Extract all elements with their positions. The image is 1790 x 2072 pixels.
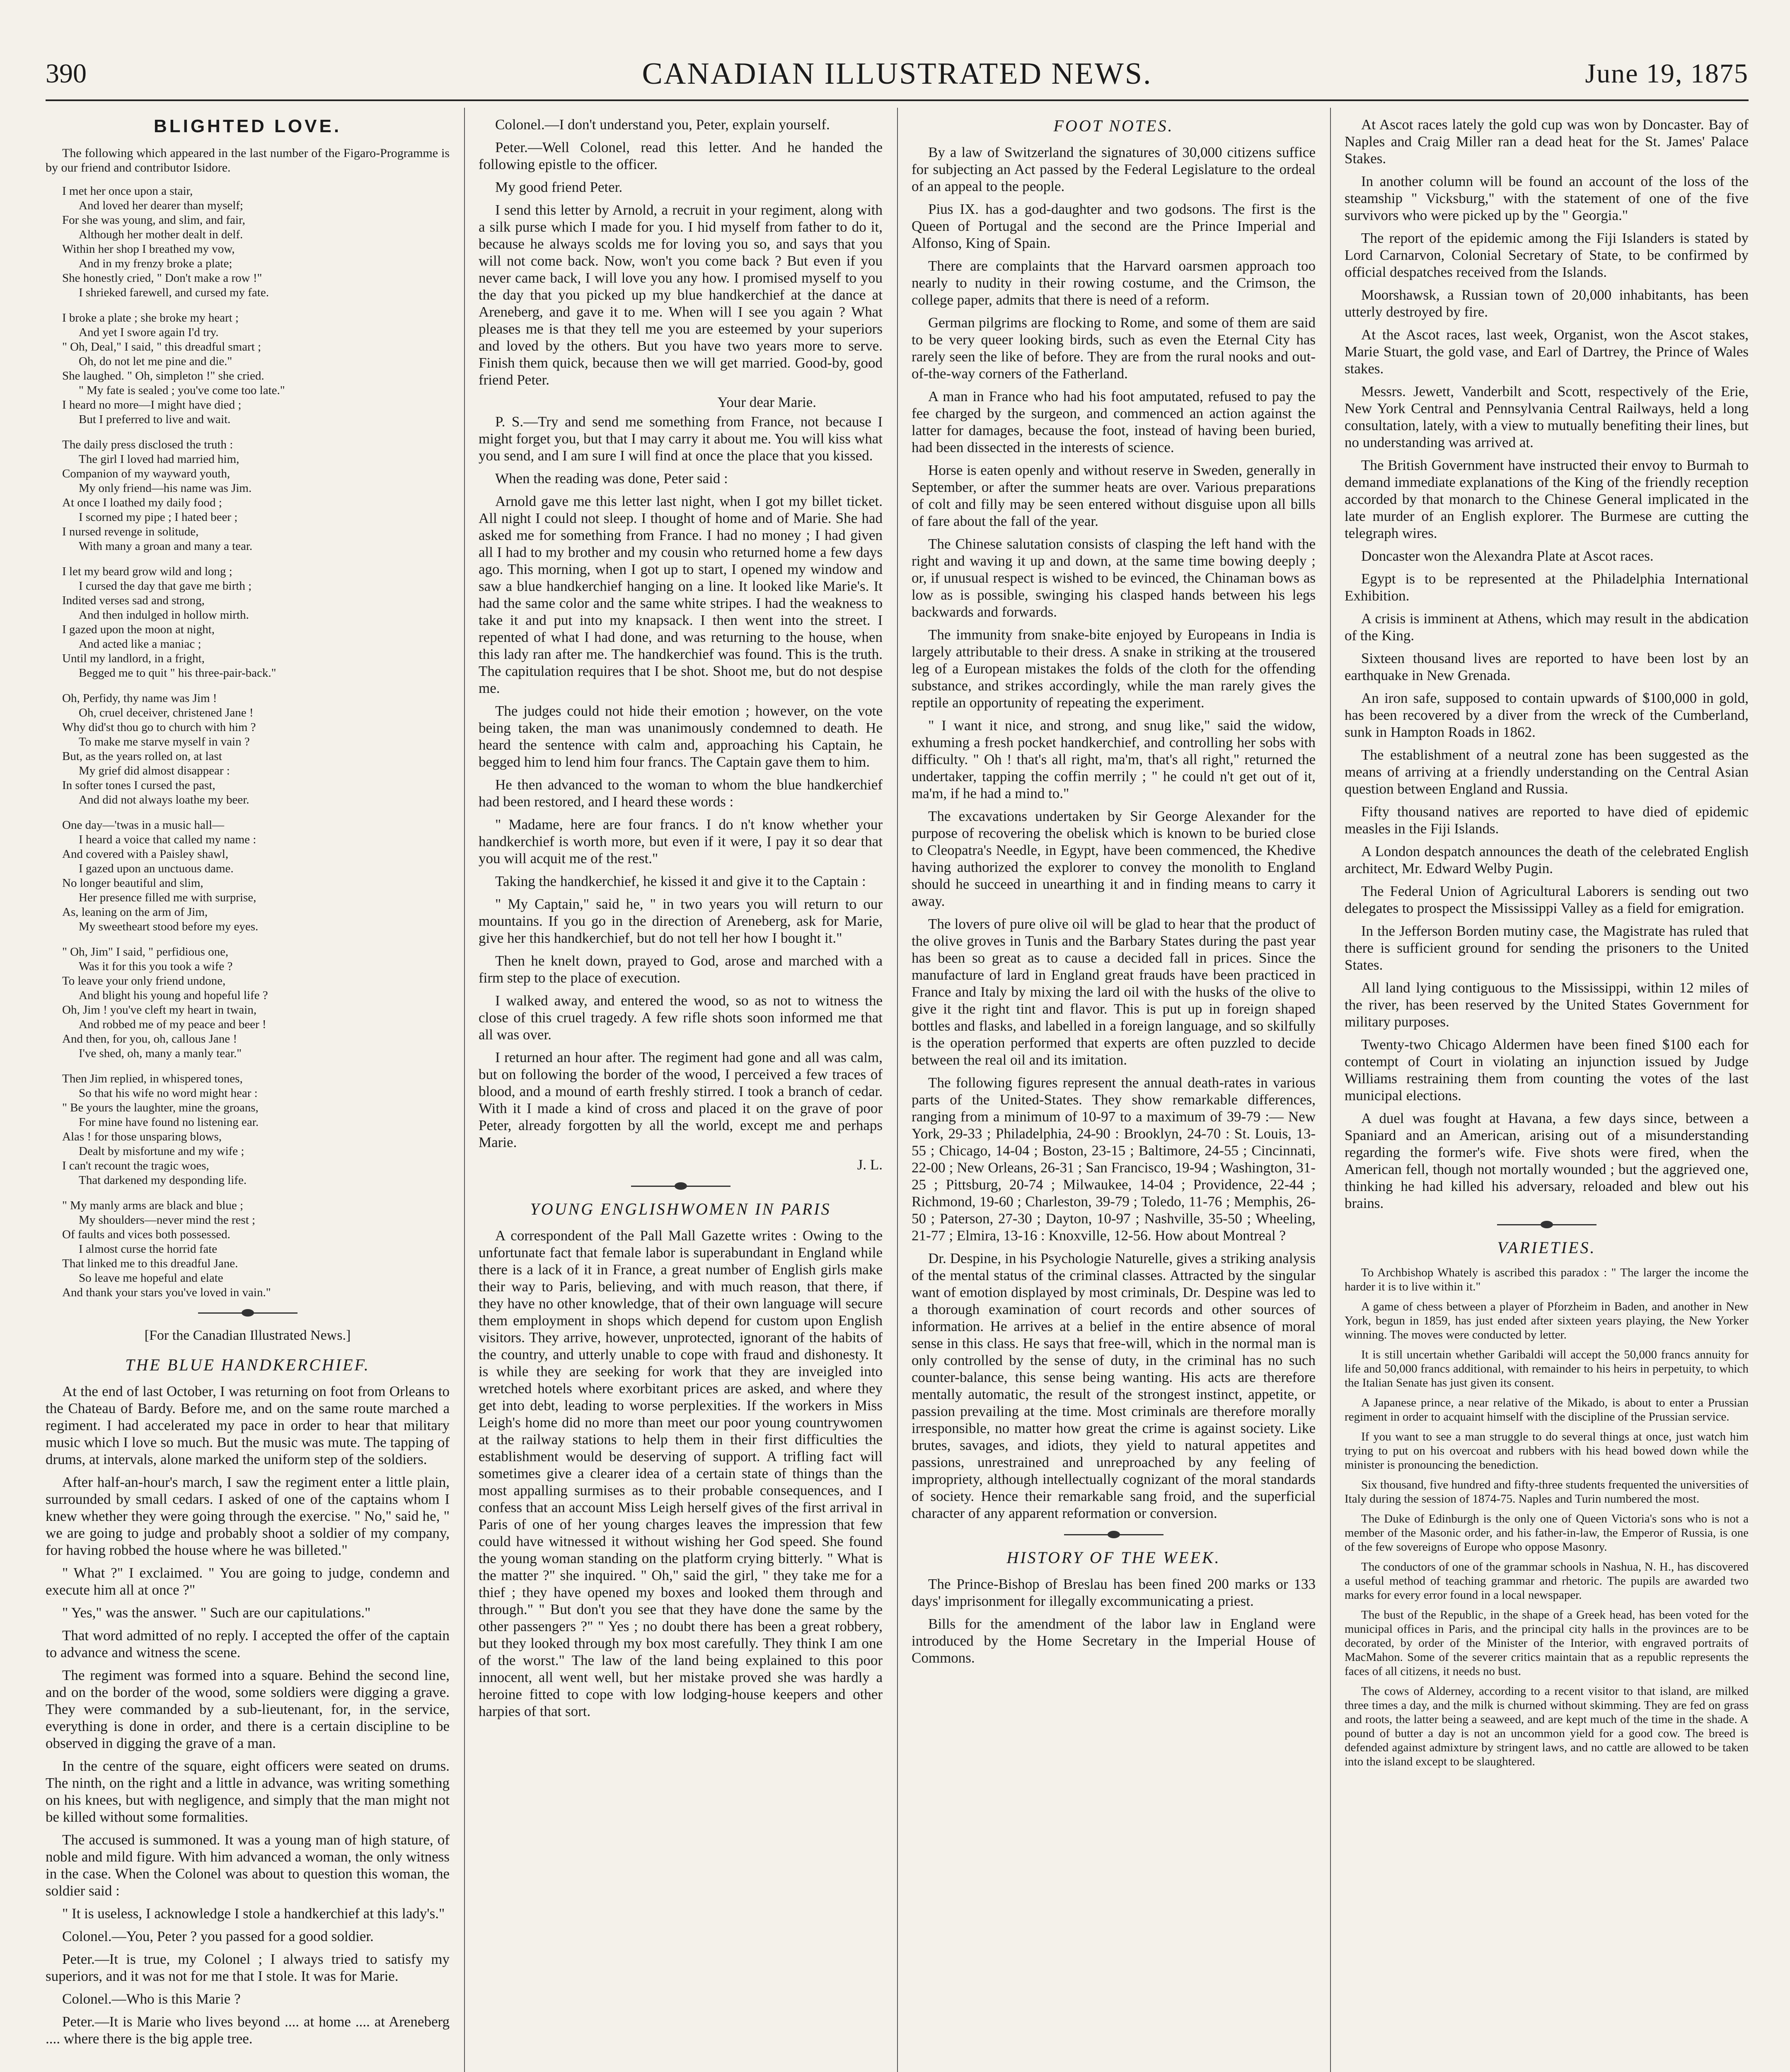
newspaper-page	[46, 50, 1749, 2072]
column-1	[46, 116, 450, 2072]
paragraph: In the centre of the square, eight officers were seated on drums. The ninth, on the right and a little in advance, was writing something on his knees, but with negligence, and simply that the man might not be killed without some formalities.	[46, 1758, 450, 1825]
paragraph: Peter.—Well Colonel, read this letter. And he handed the following epistle to the officer.	[479, 139, 883, 172]
poem-line: And acted like a maniac ;	[79, 637, 201, 651]
poem-line: And yet I swore again I'd try.	[79, 326, 219, 339]
column-3	[912, 116, 1316, 2072]
paragraph: The establishment of a neutral zone has been suggested as the means of arriving at a friendly understanding on the Central Asian question between England and Russia.	[1345, 747, 1749, 797]
poem-line: But, as the years rolled on, at last	[62, 750, 222, 763]
paragraph: The conductors of one of the grammar schools in Nashua, N. H., has discovered a useful method of teaching grammar and rhetoric. The pupils are awarded two marks for every error found in a local newspaper.	[1345, 1560, 1749, 1602]
paragraph: Horse is eaten openly and without reserve in Sweden, generally in September, or after the summer heats are over. Various preparations of colt and filly may be seen entered without disguise upon all bills of fare about the fall of the year.	[912, 462, 1316, 529]
poem-line: " My fate is sealed ; you've come too late."	[79, 384, 285, 397]
poem-line: And then, for you, oh, callous Jane !	[62, 1032, 237, 1046]
paragraph: Pius IX. has a god-daughter and two godsons. The first is the Queen of Portugal and the second are the Prince Imperial and Alfonso, King of Spain.	[912, 201, 1316, 251]
masthead	[46, 50, 1749, 101]
poem-line: The daily press disclosed the truth :	[62, 438, 233, 451]
poem-stanza	[62, 438, 450, 554]
paragraph: The following figures represent the annual death-rates in various parts of the United-States. They show remarkable differences, ranging from a minimum of 10-97 to a maximum of 39-79 :— New York, 29-33 ; Philadelphia, 24-90 : Brooklyn, 24-70 : St. Louis, 13-55 ; Chicago, 14-04 ; Boston, 23-15 ; Baltimore, 24-55 ; Cincinnati, 22-00 ; New Orleans, 26-31 ; San Francisco, 19-94 ; Washington, 31-25 ; Pittsburg, 20-74 ; Milwaukee, 14-04 ; Providence, 22-44 ; Richmond, 19-60 ; Charleston, 39-79 ; Toledo, 11-76 ; Memphis, 26-50 ; Paterson, 27-30 ; Dayton, 10-97 ; Nashville, 35-50 ; Wheeling, 21-77 ; Elmira, 13-16 : Knoxville, 12-56. How about Montreal ?	[912, 1075, 1316, 1244]
poem-line: In softer tones I cursed the past,	[62, 779, 215, 792]
poem-line: That linked me to this dreadful Jane.	[62, 1257, 238, 1270]
poem-line: I almost curse the horrid fate	[79, 1242, 218, 1256]
poem-line: For she was young, and slim, and fair,	[62, 213, 245, 227]
paragraph: An iron safe, supposed to contain upwards of $100,000 in gold, has been recovered by a diver from the wreck of the Cumberland, sunk in Hampton Roads in 1862.	[1345, 690, 1749, 740]
poem-line: And in my frenzy broke a plate;	[79, 257, 232, 270]
page-number: 390	[46, 58, 87, 89]
paragraph: The Federal Union of Agricultural Laborers is sending out two delegates to prospect the Mississippi Valley as a field for emigration.	[1345, 883, 1749, 916]
poem-line: With many a groan and many a tear.	[79, 540, 253, 553]
poem-intro: The following which appeared in the last number of the Figaro-Programme is by our friend and contributor Isidore.	[46, 146, 450, 174]
history-title: HISTORY OF THE WEEK.	[1006, 1548, 1221, 1567]
poem-stanza	[62, 1072, 450, 1188]
paragraph: The judges could not hide their emotion ; however, on the vote being taken, the man was unanimously condemned to death. He heard the sentence with calm and, approaching his Captain, he begged him to lend him four francs. The Captain gave them to him.	[479, 703, 883, 770]
column-rule	[464, 108, 465, 2072]
poem-line: Until my landlord, in a fright,	[62, 652, 205, 665]
story-title: THE BLUE HANDKERCHIEF.	[125, 1356, 370, 1374]
paragraph: I walked away, and entered the wood, so as not to witness the close of this cruel tragedy. A few rifle shots soon informed me that all was over.	[479, 992, 883, 1043]
poem-stanza	[62, 818, 450, 934]
poem-line: Alas ! for those unsparing blows,	[62, 1130, 222, 1143]
paragraph: In another column will be found an account of the loss of the steamship " Vicksburg," with the statement of one of the five survivors who were picked up by the " Georgia."	[1345, 173, 1749, 223]
poem-line: And robbed me of my peace and beer !	[79, 1018, 266, 1031]
poem-stanza	[62, 1198, 450, 1300]
letter-closing: Your dear Marie.	[717, 394, 816, 410]
poem-line: For mine have found no listening ear.	[79, 1116, 259, 1129]
paragraph: Colonel.—I don't understand you, Peter, explain yourself.	[495, 116, 830, 133]
paragraph: Doncaster won the Alexandra Plate at Ascot races.	[1361, 548, 1654, 564]
history-body-part1	[912, 1576, 1316, 1666]
poem-line: Oh, do not let me pine and die."	[79, 355, 232, 368]
paragraph: Sixteen thousand lives are reported to have been lost by an earthquake in New Grenada.	[1345, 650, 1749, 683]
paragraph: The excavations undertaken by Sir George Alexander for the purpose of recovering the obelisk which is known to be buried close to Cleopatra's Needle, in Egypt, have been commenced, the Khedive having authorized the explorer to convey the monolith to England should he succeed in unearthing it and in finding means to carry it away.	[912, 808, 1316, 909]
paragraph: German pilgrims are flocking to Rome, and some of them are said to be very queer looking birds, such as even the Eternal City has rarely seen the like of before. They are from the rural nooks and out-of-the-way corners of the Fatherland.	[912, 315, 1316, 382]
section-separator	[1497, 1224, 1596, 1225]
poem-line: She honestly cried, " Don't make a row !"	[62, 271, 262, 285]
paragraph: A man in France who had his foot amputated, refused to pay the fee charged by the surgeon, and commenced an action against the latter for damages, because the foot, instead of having been buried, had been dissected in the interests of science.	[912, 388, 1316, 455]
paragraph: After half-an-hour's march, I saw the regiment enter a little plain, surrounded by small cedars. I asked of one of the captains whom I knew whether they were going through the exercise. " No," said he, " we are going to judge and probably shoot a soldier of my company, for having robbed the house where he was billeted."	[46, 1474, 450, 1558]
paragraph: Colonel.—You, Peter ? you passed for a good soldier.	[62, 1928, 374, 1944]
poem-line: My shoulders—never mind the rest ;	[79, 1213, 256, 1227]
poem-stanza	[62, 691, 450, 807]
story-body-part3	[479, 413, 883, 1151]
paragraph: Peter.—It is true, my Colonel ; I always tried to satisfy my superiors, and it was not for me that I stole. It was for Marie.	[46, 1951, 450, 1984]
paragraph: Peter.—It is Marie who lives beyond .... at home .... at Areneberg .... where there is the big apple tree.	[46, 2014, 450, 2047]
poem-stanza	[62, 184, 450, 300]
poem-title: BLIGHTED LOVE.	[153, 116, 342, 136]
paragraph: I send this letter by Arnold, a recruit in your regiment, along with a silk purse which I made for you. I hid myself from father to do it, because he always scolds me for loving you so, and says that you will not come back. Now, won't you come back ? But even if you never came back, I will love you any how. I promised myself to you the day that you picked up my blue handkerchief at the dance at Areneberg, and gave it to me. When will I see you again ? What pleases me is that they tell me you are esteemed by your superiors and loved by the others. But you have two years more to serve. Finish them quick, because then we will get married. Good-by, good friend Peter.	[479, 202, 883, 388]
poem-line: Was it for this you took a wife ?	[79, 960, 233, 973]
poem-line: Indited verses sad and strong,	[62, 594, 205, 607]
poem-line: And loved her dearer than myself;	[79, 199, 243, 212]
paragraph: Twenty-two Chicago Aldermen have been fined $100 each for contempt of Court in violating an injunction issued by Judge Williams restraining them from counting the votes of the last municipal elections.	[1345, 1036, 1749, 1104]
poem-stanza	[62, 945, 450, 1061]
paragraph: Messrs. Jewett, Vanderbilt and Scott, respectively of the Erie, New York Central and Pennsylvania Central Railways, held a long consultation, lately, with a view to mutually benefiting their lines, but no understanding was arrived at.	[1345, 383, 1749, 450]
poem-line: Why did'st thou go to church with him ?	[62, 721, 256, 734]
poem-line: And then indulged in hollow mirth.	[79, 608, 249, 622]
poem-stanza	[62, 564, 450, 680]
paragraph: At the Ascot races, last week, Organist, won the Ascot stakes, Marie Stuart, the gold vase, and Earl of Dartrey, the Prince of Wales stakes.	[1345, 327, 1749, 377]
history-body-part2	[1345, 116, 1749, 1212]
paragraph: He then advanced to the woman to whom the blue handkerchief had been restored, and I heard these words :	[479, 777, 883, 810]
women-title: YOUNG ENGLISHWOMEN IN PARIS	[530, 1200, 831, 1218]
story-credit: [For the Canadian Illustrated News.]	[144, 1328, 351, 1343]
paragraph: My good friend Peter.	[495, 179, 623, 195]
poem-line: I can't recount the tragic woes,	[62, 1159, 209, 1172]
paragraph: It is still uncertain whether Garibaldi will accept the 50,000 francs annuity for life and 50,000 francs additional, with remainder to his heirs in perpetuity, to which the Italian Senate has just given its consent.	[1345, 1348, 1749, 1389]
paragraph: A Japanese prince, a near relative of the Mikado, is about to enter a Prussian regiment in order to acquaint himself with the discipline of the Prussian service.	[1345, 1396, 1749, 1423]
poem-line: Within her shop I breathed my vow,	[62, 242, 235, 256]
poem-line: " Oh, Jim" I said, " perfidious one,	[62, 945, 229, 959]
section-separator	[198, 1312, 298, 1314]
poem-line: I shrieked farewell, and cursed my fate.	[79, 286, 269, 299]
paragraph: The lovers of pure olive oil will be glad to hear that the product of the olive groves in Tunis and the Barbary States during the past year has been so great as to cause a decided fall in prices. Since the manufacture of lard in England great frauds have been practiced in France and Italy by mixing the lard oil with the husks of the olive to give it the right tint and flavor. This is put up in foreign shaped bottles and flasks, and labelled in a foreign language, and so skilfully is the operation performed that experts are often puzzled to decide between the real oil and its imitation.	[912, 916, 1316, 1068]
poem-line: I heard a voice that called my name :	[79, 833, 256, 846]
paragraph: Arnold gave me this letter last night, when I got my billet ticket. All night I could not sleep. I thought of home and of Marie. She had asked me for something from France. I had no money ; I had given all I had to my brother and my cousin who returned home a few days ago. This morning, when I got up to start, I opened my window and saw a blue handkerchief hanging on a line. It looked like Marie's. It had the same color and the same white stripes. I had the weakness to take it and put into my knapsack. I then went into the street. I repented of what I had done, and was returning to the house, when this lady ran after me. The handkerchief was found. This is the truth. The capitulation requires that I be shot. Shoot me, but do not despise me.	[479, 493, 883, 696]
paragraph: The bust of the Republic, in the shape of a Greek head, has been voted for the municipal offices in Paris, and the principal city halls in the provinces are to be decorated, by order of the Minister of the Interior, with engraved portraits of MacMahon. Some of the severer critics maintain that as a republic represents the faces of all citizens, it needs no bust.	[1345, 1608, 1749, 1678]
paragraph: A game of chess between a player of Pforzheim in Baden, and another in New York, begun in 1859, has just ended after sixteen years playing, the New Yorker winning. The moves were conducted by letter.	[1345, 1300, 1749, 1341]
paragraph: The cows of Alderney, according to a recent visitor to that island, are milked three times a day, and the milk is churned without skimming. They are fed on grass and roots, the latter being a seaweed, and are kept much of the time in the shade. A pound of butter a day is not an uncommon yield for a good cow. The breed is defended against admixture by stringent laws, and no cattle are allowed to be taken into the island except to be slaughtered.	[1345, 1685, 1749, 1768]
poem-line: That darkened my desponding life.	[79, 1174, 247, 1187]
story-body-part2	[479, 116, 883, 388]
poem-stanza	[62, 311, 450, 427]
poem-line: Oh, Perfidy, thy name was Jim !	[62, 692, 217, 705]
poem-line: I gazed upon the moon at night,	[62, 623, 215, 636]
poem-line: I scorned my pipe ; I hated beer ;	[79, 511, 238, 524]
paragraph: " Madame, here are four francs. I do n't know whether your handkerchief is worth more, but even if it were, I pay it so dear that you will acquit me of the rest."	[479, 816, 883, 867]
poem-line: But I preferred to live and wait.	[79, 413, 231, 426]
poem-line: I cursed the day that gave me birth ;	[79, 579, 252, 593]
paragraph: Moorshawsk, a Russian town of 20,000 inhabitants, has been utterly destroyed by fire.	[1345, 287, 1749, 320]
poem-line: Oh, Jim ! you've cleft my heart in twain,	[62, 1003, 257, 1017]
paragraph: " I want it nice, and strong, and snug like," said the widow, exhuming a fresh pocket handkerchief, and controlling her sobs with difficulty. " Oh ! that's all right, ma'm, that's all right," returned the undertaker, tapping the coffin merrily ; " he could n't get out of it, ma'm, if he had a mind to."	[912, 717, 1316, 801]
paragraph: To Archbishop Whately is ascribed this paradox : " The larger the income the harder it is to live within it."	[1345, 1266, 1749, 1293]
paragraph: The immunity from snake-bite enjoyed by Europeans in India is largely attributable to their dress. A snake in striking at the trousered leg of a European mistakes the folds of the cloth for the offending substance, and strikes accordingly, while the man rarely gives the reptile an opportunity of repeating the experiment.	[912, 627, 1316, 711]
poem-line: So that his wife no word might hear :	[79, 1087, 258, 1100]
poem-line: And blight his young and hopeful life ?	[79, 989, 268, 1002]
paragraph: Dr. Despine, in his Psychologie Naturelle, gives a striking analysis of the mental status of the criminal classes. Attracted by the singular want of emotion displayed by most criminals, Dr. Despine was led to a thorough examination of court records and other sources of information. He arrives at a belief in the entire absence of moral sense in this class. He says that free-will, which in the normal man is only controlled by the sense of duty, in the criminal has no such counter-balance, this sense being wanting. His acts are therefore mentally automatic, the result of the strongest instinct, appetite, or passion prevailing at the time. Most criminals are therefore morally irresponsible, no matter how great the crime is against society. Like brutes, savages, and idiots, they yield to natural appetites and passions, unrestrained and unreproached by any feeling of impropriety, although intellectually cognizant of the moral standards of society. Hence their remarkable sang froid, and the superficial character of any apparent reformation or conversion.	[912, 1250, 1316, 1521]
paragraph: I returned an hour after. The regiment had gone and all was calm, but on following the border of the wood, I perceived a few traces of blood, and a mound of earth freshly stirred. I took a branch of cedar. With it I made a kind of cross and placed it on the grave of poor Peter, already forgotten by all the world, except me and perhaps Marie.	[479, 1049, 883, 1150]
paragraph: A crisis is imminent at Athens, which may result in the abdication of the King.	[1345, 610, 1749, 644]
paragraph: The Prince-Bishop of Breslau has been fined 200 marks or 133 days' imprisonment for illegally excommunicating a priest.	[912, 1576, 1316, 1609]
poem-line: My only friend—his name was Jim.	[79, 482, 252, 495]
paragraph: In the Jefferson Borden mutiny case, the Magistrate has ruled that there is sufficient ground for sending the prisoners to the United States.	[1345, 923, 1749, 973]
story-signature: J. L.	[857, 1157, 883, 1173]
poem-line: My sweetheart stood before my eyes.	[79, 920, 259, 933]
paragraph: " My Captain," said he, " in two years you will return to our mountains. If you go in the direction of Areneberg, ask for Marie, give her this handkerchief, but do not tell her how I bought it."	[479, 896, 883, 946]
poem-line: Then Jim replied, in whispered tones,	[62, 1072, 243, 1085]
paragraph: That word admitted of no reply. I accepted the offer of the captain to advance and witness the scene.	[46, 1627, 450, 1661]
paragraph: At the end of last October, I was returning on foot from Orleans to the Chateau of Bardy. Before me, and on the same route marched a regiment. I had accelerated my pace in order to hear that military music which I love so much. But the music was mute. The tapping of drums, at intervals, alone marked the uniform step of the soldiers.	[46, 1383, 450, 1467]
poem-line: Of faults and vices both possessed.	[62, 1228, 230, 1241]
paragraph: When the reading was done, Peter said :	[495, 470, 728, 487]
poem-line: I met her once upon a stair,	[62, 184, 193, 198]
poem-line: At once I loathed my daily food ;	[62, 496, 222, 509]
poem-line: As, leaning on the arm of Jim,	[62, 905, 208, 919]
paragraph: Six thousand, five hundred and fifty-three students frequented the universities of Italy during the session of 1874-75. Naples and Turin numbered the most.	[1345, 1478, 1749, 1506]
newspaper-title: CANADIAN ILLUSTRATED NEWS.	[642, 57, 1152, 91]
poem-line: My grief did almost disappear :	[79, 764, 230, 777]
poem-body	[46, 184, 450, 1300]
poem-line: The girl I loved had married him,	[79, 453, 239, 466]
poem-line: She laughed. " Oh, simpleton !" she cried.	[62, 369, 264, 382]
poem-line: To make me starve myself in vain ?	[79, 735, 250, 748]
poem-line: " My manly arms are black and blue ;	[62, 1199, 244, 1212]
poem-line: I heard no more—I might have died ;	[62, 398, 242, 411]
paragraph: Taking the handkerchief, he kissed it and give it to the Captain :	[495, 873, 866, 889]
poem-line: I broke a plate ; she broke my heart ;	[62, 311, 239, 324]
foot-notes-body	[912, 144, 1316, 1522]
foot-notes-title: FOOT NOTES.	[1053, 116, 1174, 135]
paragraph: Then he knelt down, prayed to God, arose and marched with a firm step to the place of execution.	[479, 953, 883, 986]
paragraph: Colonel.—Who is this Marie ?	[62, 1991, 241, 2007]
poem-line: No longer beautiful and slim,	[62, 876, 203, 890]
poem-line: I've shed, oh, many a manly tear."	[79, 1047, 242, 1060]
paragraph: The Duke of Edinburgh is the only one of Queen Victoria's sons who is not a member of the Masonic order, and his father-in-law, the Emperor of Russia, is one of the few sovereigns of Europe who oppose Masonry.	[1345, 1512, 1749, 1554]
poem-line: Begged me to quit " his three-pair-back."	[79, 666, 276, 680]
poem-line: Dealt by misfortune and my wife ;	[79, 1145, 244, 1158]
women-article	[479, 1227, 883, 1720]
poem-line: " Oh, Deal," I said, " this dreadful smart ;	[62, 340, 261, 353]
poem-line: To leave your only friend undone,	[62, 974, 226, 988]
paragraph: A correspondent of the Pall Mall Gazette writes : Owing to the unfortunate fact that female labor is superabundant in England while there is a lack of it in France, a great number of English girls make their way to Paris, believing, and with much reason, that there, if they have no other knowledge, that of their own language will secure them employment in shops which depend for custom upon English visitors. They arrive, however, unprotected, ignorant of the habits of the country, and utterly unable to cope with fraud and dishonesty. It is while they are seeking for work that they are inveigled into wretched hotels where exorbitant prices are asked, and where they get into debt, leading to worse perplexities. If the workers in Miss Leigh's home did no more than meet our poor young countrywomen at the railway stations to help them in their first difficulties the establishment would be deserving of support. A trifling fact will sometimes give a clearer idea of a certain state of things than the most appalling surmises as to their probable consequences, and I confess that an account Miss Leigh herself gives of the first arrival in Paris of one of her young charges leaves the impression that few could have witnessed it without wishing her God speed. She found the young woman standing on the platform crying bitterly. " What is the matter ?" she inquired. " Oh," said the girl, " they take me for a thief ; they have opened my boxes and looked them through and through." " But don't you see that they have done the same by the other passengers ?" " Yes ; no doubt there has been a great robbery, but they looked through my box most carefully. They think I am one of the worst." The law of the land being explained to this poor innocent, all went well, but her mistake proved she was hardly a heroine fitted to cope with low lodging-house keepers and other harpies of that sort.	[479, 1227, 883, 1719]
varieties-title: VARIETIES.	[1497, 1238, 1596, 1257]
poem-line: One day—'twas in a music hall—	[62, 818, 225, 832]
varieties-body	[1345, 1266, 1749, 1769]
paragraph: " It is useless, I acknowledge I stole a handkerchief at this lady's."	[62, 1905, 445, 1922]
column-4	[1345, 116, 1749, 2072]
paragraph: Egypt is to be represented at the Philadelphia International Exhibition.	[1345, 571, 1749, 604]
poem-line: I nursed revenge in solitude,	[62, 525, 199, 538]
poem-line: I gazed upon an unctuous dame.	[79, 862, 234, 875]
issue-date: June 19, 1875	[1585, 58, 1749, 89]
poem-line: I let my beard grow wild and long ;	[62, 565, 232, 578]
poem-line: Oh, cruel deceiver, christened Jane !	[79, 706, 254, 719]
poem-line: Her presence filled me with surprise,	[79, 891, 256, 904]
paragraph: " What ?" I exclaimed. " You are going to judge, condemn and execute him all at once ?"	[46, 1565, 450, 1598]
poem-line: " Be yours the laughter, mine the groans,	[62, 1101, 259, 1114]
paragraph: A London despatch announces the death of the celebrated English architect, Mr. Edward Welby Pugin.	[1345, 843, 1749, 876]
paragraph: A duel was fought at Havana, a few days since, between a Spaniard and an American, arising out of a misunderstanding regarding the former's wife. Five shots were fired, when the American fell, though not mortally wounded ; but the aggrieved one, thinking he had killed his adversary, reloaded and blew out his brains.	[1345, 1110, 1749, 1211]
column-rule	[897, 108, 898, 2072]
paragraph: There are complaints that the Harvard oarsmen approach too nearly to nudity in their rowing costume, and the Crimson, the college paper, admits that there is need of a reform.	[912, 258, 1316, 308]
paragraph: If you want to see a man struggle to do several things at once, just watch him trying to put on his overcoat and rubbers with his head bowed down while the minister is pronouncing the benediction.	[1345, 1430, 1749, 1472]
poem-line: And did not always loathe my beer.	[79, 793, 249, 806]
paragraph: The Chinese salutation consists of clasping the left hand with the right and waving it up and down, at the same time bowing deeply ; or, if unusual respect is wished to be evinced, the Chinaman bows as low as is possible, swinging his clasped hands between his legs backwards and forwards.	[912, 536, 1316, 620]
paragraph: By a law of Switzerland the signatures of 30,000 citizens suffice for subjecting an Act passed by the Federal Legislature to the ordeal of an appeal to the people.	[912, 144, 1316, 194]
paragraph: The regiment was formed into a square. Behind the second line, and on the border of the wood, some soldiers were digging a grave. They were commanded by a sub-lieutenant, for, in the service, everything is done in order, and there is a certain discipline to be observed in digging the grave of a man.	[46, 1667, 450, 1751]
poem-line: And covered with a Paisley shawl,	[62, 847, 229, 861]
paragraph: " Yes," was the answer. " Such are our capitulations."	[62, 1605, 371, 1621]
paragraph: The report of the epidemic among the Fiji Islanders is stated by Lord Carnarvon, Colonial Secretary of State, to be confirmed by official despatches received from the Islands.	[1345, 230, 1749, 280]
paragraph: The British Government have instructed their envoy to Burmah to demand immediate explanations of the King of the friendly reception accorded by that monarch to the Chinese General implicated in the late murder of an English explorer. The Burmese are cutting the telegraph wires.	[1345, 457, 1749, 541]
paragraph: At Ascot races lately the gold cup was won by Doncaster. Bay of Naples and Craig Miller ran a dead heat for the St. James' Palace Stakes.	[1345, 116, 1749, 167]
column-rule	[1330, 108, 1331, 2072]
poem-line: Companion of my wayward youth,	[62, 467, 230, 480]
poem-line: And thank your stars you've loved in vain."	[62, 1286, 271, 1299]
story-body-part1	[46, 1383, 450, 2047]
paragraph: Fifty thousand natives are reported to have died of epidemic measles in the Fiji Islands.	[1345, 804, 1749, 837]
paragraph: P. S.—Try and send me something from France, not because I might forget you, but that I may carry it about me. You will kiss what you send, and I am sure I will find at once the place that you kissed.	[479, 414, 883, 464]
paragraph: The accused is summoned. It was a young man of high stature, of noble and mild figure. With him advanced a woman, the only witness in the case. When the Colonel was about to question this woman, the soldier said :	[46, 1832, 450, 1899]
column-2	[479, 116, 883, 2072]
paragraph: Bills for the amendment of the labor law in England were introduced by the Home Secretary in the Imperial House of Commons.	[912, 1616, 1316, 1666]
section-separator	[631, 1186, 731, 1187]
poem-line: Although her mother dealt in delf.	[79, 228, 243, 241]
paragraph: All land lying contiguous to the Mississippi, within 12 miles of the river, has been reserved by the United States Government for military purposes.	[1345, 980, 1749, 1030]
poem-line: So leave me hopeful and elate	[79, 1271, 223, 1285]
section-separator	[1064, 1534, 1164, 1535]
